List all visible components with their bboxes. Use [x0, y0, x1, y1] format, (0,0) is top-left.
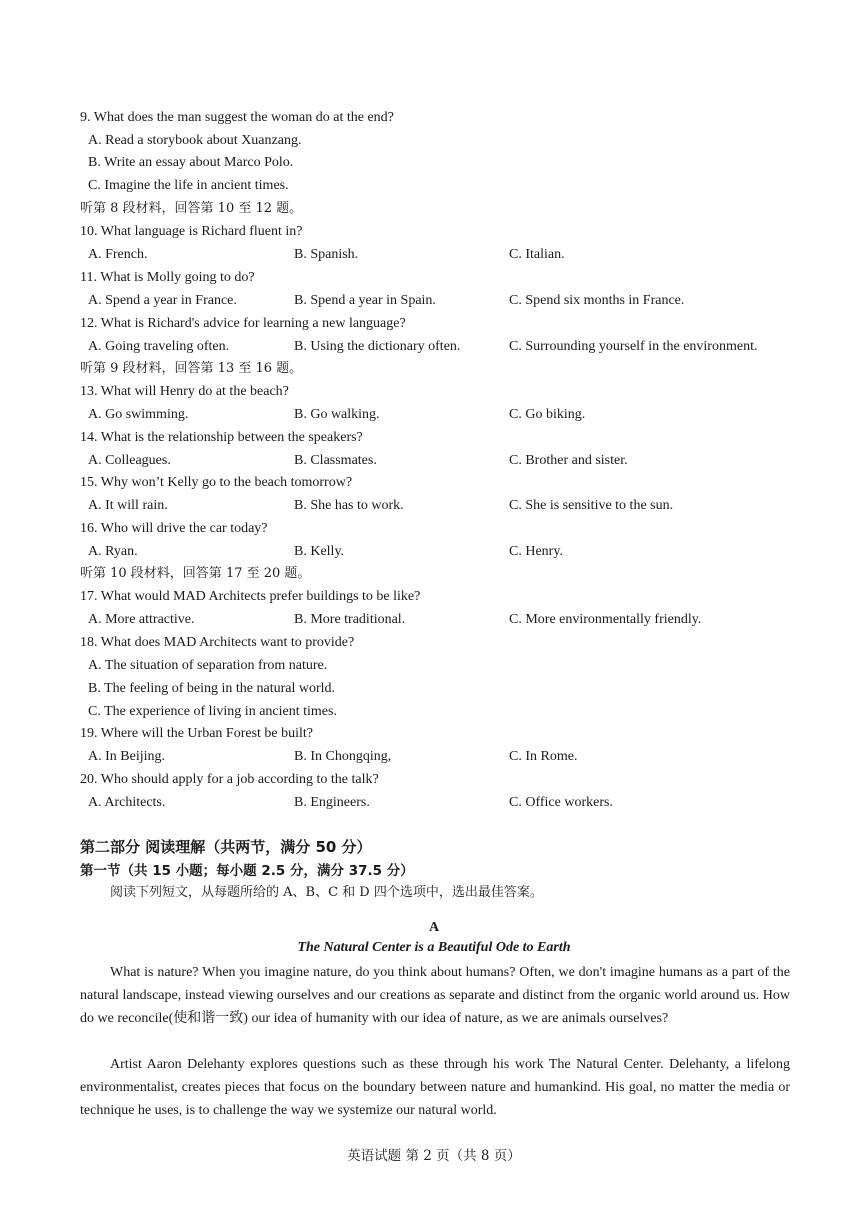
reading-instruction: 阅读下列短文，从每题所给的 A、B、C 和 D 四个选项中，选出最佳答案。 [110, 885, 543, 900]
question-17-option-b: B. More traditional. [294, 612, 406, 627]
section1-title: 第一节（共 15 小题；每小题 2.5 分，满分 37.5 分） [80, 863, 414, 879]
question-14-stem: 14. What is the relationship between the speakers? [80, 430, 363, 445]
question-11-option-c: C. Spend six months in France. [509, 293, 685, 308]
question-17-option-c: C. More environmentally friendly. [509, 612, 702, 627]
question-19-stem: 19. Where will the Urban Forest be built? [80, 726, 314, 741]
question-19-option-a: A. In Beijing. [88, 749, 165, 764]
question-14-option-a: A. Colleagues. [88, 453, 171, 468]
question-16-option-a: A. Ryan. [88, 544, 138, 559]
question-13-option-b: B. Go walking. [294, 407, 380, 422]
question-16-option-b: B. Kelly. [294, 544, 345, 559]
question-12-option-c: C. Surrounding yourself in the environment. [509, 339, 758, 354]
question-13-stem: 13. What will Henry do at the beach? [80, 384, 289, 399]
listening-header-seg10: 听第 10 段材料，回答第 17 至 20 题。 [80, 566, 311, 581]
passage-label: A [428, 920, 440, 935]
question-13-option-a: A. Go swimming. [88, 407, 189, 422]
question-9-stem: 9. What does the man suggest the woman do at the end? [80, 110, 394, 125]
question-10-option-a: A. French. [88, 247, 148, 262]
question-16-options [0, 542, 868, 562]
question-13-options [0, 405, 868, 425]
question-11-option-b: B. Spend a year in Spain. [294, 293, 436, 308]
question-12-option-a: A. Going traveling often. [88, 339, 230, 354]
question-18-option-c: C. The experience of living in ancient times. [88, 704, 337, 719]
question-15-option-c: C. She is sensitive to the sun. [509, 498, 674, 513]
question-11-option-a: A. Spend a year in France. [88, 293, 237, 308]
question-15-options [0, 496, 868, 516]
question-17-stem: 17. What would MAD Architects prefer buildings to be like? [80, 589, 421, 604]
question-9-option-b: B. Write an essay about Marco Polo. [88, 155, 294, 170]
question-18-option-b: B. The feeling of being in the natural world. [88, 681, 336, 696]
question-15-option-b: B. She has to work. [294, 498, 404, 513]
question-20-option-b: B. Engineers. [294, 795, 370, 810]
question-14-options [0, 451, 868, 471]
passage-paragraph-2: Artist Aaron Delehanty explores questions such as these through his work The Natural Center. Delehanty, a lifelong environmentalist, creates pieces that focus on the boundary between nature and humankind. His goal, no matter the media or technique he uses, is to challenge the way we systemize our natural world. [80, 1057, 790, 1118]
part2-title: 第二部分 阅读理解（共两节，满分 50 分） [80, 838, 372, 856]
question-12-options [0, 337, 868, 357]
question-19-options [0, 747, 868, 767]
question-16-stem: 16. Who will drive the car today? [80, 521, 268, 536]
passage-title: The Natural Center is a Beautiful Ode to Earth [297, 940, 571, 955]
question-20-options [0, 793, 868, 813]
question-18-stem: 18. What does MAD Architects want to provide? [80, 635, 355, 650]
question-12-stem: 12. What is Richard's advice for learning a new language? [80, 316, 406, 331]
question-17-options [0, 610, 868, 630]
question-19-option-b: B. In Chongqing, [294, 749, 392, 764]
question-10-option-b: B. Spanish. [294, 247, 359, 262]
question-14-option-b: B. Classmates. [294, 453, 377, 468]
question-15-stem: 15. Why won’t Kelly go to the beach tomorrow? [80, 475, 353, 490]
question-18-option-a: A. The situation of separation from nature. [88, 658, 328, 673]
question-12-option-b: B. Using the dictionary often. [294, 339, 461, 354]
page-footer: 英语试题 第 2 页（共 8 页） [347, 1148, 521, 1164]
question-13-option-c: C. Go biking. [509, 407, 586, 422]
question-11-stem: 11. What is Molly going to do? [80, 270, 255, 285]
question-20-stem: 20. Who should apply for a job according to the talk? [80, 772, 379, 787]
question-17-option-a: A. More attractive. [88, 612, 195, 627]
question-11-options [0, 291, 868, 311]
question-16-option-c: C. Henry. [509, 544, 563, 559]
listening-header-seg9: 听第 9 段材料，回答第 13 至 16 题。 [80, 361, 303, 376]
question-10-option-c: C. Italian. [509, 247, 565, 262]
passage-paragraph-1: What is nature? When you imagine nature, do you think about humans? Often, we don't imagine humans as a part of the natural landscape, instead viewing ourselves and our creations as separate and distinct from the organic world around us. How do we reconcile(使和谐一致) our idea of humanity with our idea of nature, as we are animals ourselves? [80, 965, 790, 1026]
question-10-stem: 10. What language is Richard fluent in? [80, 224, 303, 239]
question-9-option-a: A. Read a storybook about Xuanzang. [88, 133, 302, 148]
question-10-options [0, 245, 868, 265]
listening-header-seg8: 听第 8 段材料，回答第 10 至 12 题。 [80, 201, 303, 216]
question-20-option-a: A. Architects. [88, 795, 166, 810]
question-15-option-a: A. It will rain. [88, 498, 168, 513]
question-9-option-c: C. Imagine the life in ancient times. [88, 178, 289, 193]
question-20-option-c: C. Office workers. [509, 795, 613, 810]
question-14-option-c: C. Brother and sister. [509, 453, 628, 468]
question-19-option-c: C. In Rome. [509, 749, 578, 764]
